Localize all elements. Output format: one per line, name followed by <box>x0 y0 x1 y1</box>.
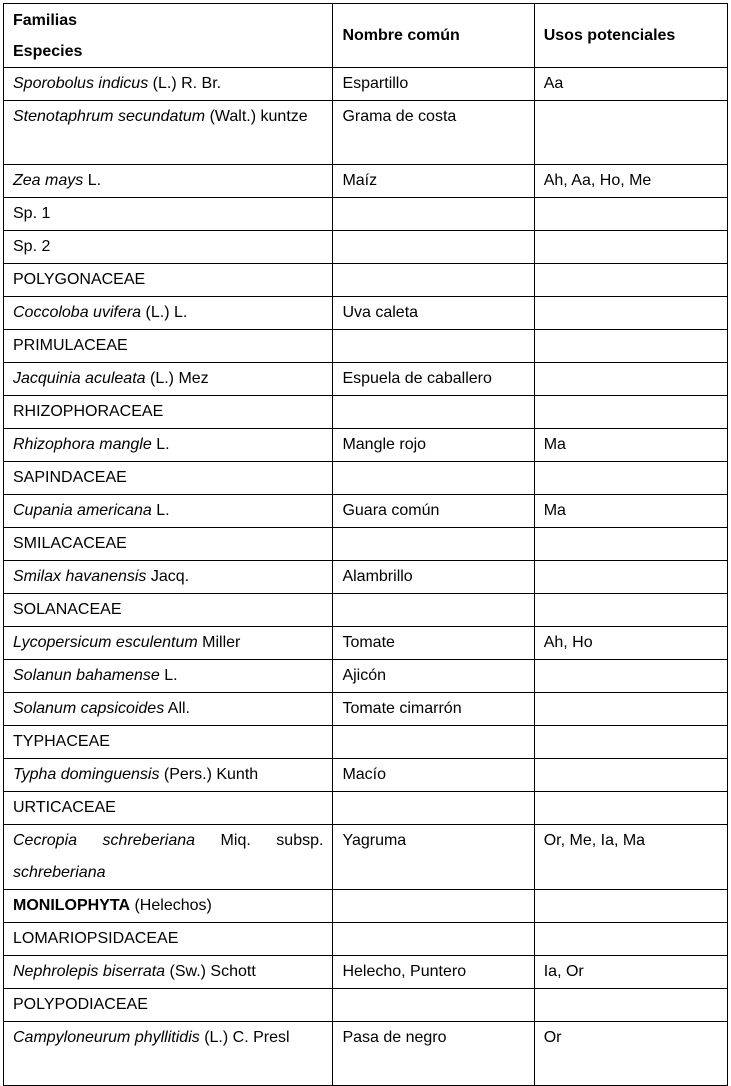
common-name-cell: Uva caleta <box>333 297 534 330</box>
table-row <box>4 989 728 1022</box>
uses-cell: Ma <box>534 429 727 462</box>
table-row <box>4 1022 728 1086</box>
species-name: Cecropia schreberiana <box>13 832 196 849</box>
species-cell <box>4 890 333 923</box>
species-name: Sporobolus indicus <box>13 75 149 92</box>
species-author: (Walt.) kuntze <box>205 108 308 125</box>
table-row <box>4 429 728 462</box>
family-name: SMILACACEAE <box>13 535 127 552</box>
family-name: RHIZOPHORACEAE <box>13 403 164 420</box>
uses-cell <box>534 693 727 726</box>
species-cell <box>4 462 333 495</box>
species-name: Zea mays <box>13 172 84 189</box>
species-cell <box>4 956 333 989</box>
table-row <box>4 956 728 989</box>
uses-cell <box>534 726 727 759</box>
uses-cell <box>534 363 727 396</box>
table-row <box>4 890 728 923</box>
table-row <box>4 396 728 429</box>
table-row <box>4 792 728 825</box>
uses-cell <box>534 396 727 429</box>
species-author: L. <box>159 667 178 684</box>
common-name-cell: Alambrillo <box>333 561 534 594</box>
uses-cell <box>534 594 727 627</box>
species-author: L. <box>151 436 170 453</box>
uses-cell <box>534 231 727 264</box>
common-name-cell <box>333 330 534 363</box>
species-cell <box>4 330 333 363</box>
species-cell <box>4 561 333 594</box>
species-author: (L.) C. Presl <box>199 1029 290 1046</box>
common-name-cell <box>333 462 534 495</box>
species-author: L. <box>83 172 102 189</box>
family-name: TYPHACEAE <box>13 733 110 750</box>
common-name-cell: Espartillo <box>333 68 534 101</box>
species-author: (Sw.) Schott <box>165 963 256 980</box>
family-name: LOMARIOPSIDACEAE <box>13 930 179 947</box>
common-name-cell: Mangle rojo <box>333 429 534 462</box>
species-name: Campyloneurum phyllitidis <box>13 1029 200 1046</box>
family-name: SAPINDACEAE <box>13 469 127 486</box>
common-name-cell <box>333 231 534 264</box>
species-subspecies: schreberiana <box>13 864 106 881</box>
species-name: Solanum capsicoides <box>13 700 165 717</box>
uses-cell <box>534 101 727 165</box>
species-author: Jacq. <box>146 568 190 585</box>
common-name-cell: Yagruma <box>333 825 534 890</box>
species-name: Nephrolepis biserrata <box>13 963 166 980</box>
species-author: (Pers.) Kunth <box>159 766 259 783</box>
common-name-cell: Pasa de negro <box>333 1022 534 1086</box>
species-cell <box>4 68 333 101</box>
uses-cell <box>534 330 727 363</box>
common-name-cell <box>333 989 534 1022</box>
table-row <box>4 462 728 495</box>
table-row <box>4 297 728 330</box>
common-name-cell <box>333 923 534 956</box>
uses-cell: Ia, Or <box>534 956 727 989</box>
uses-cell <box>534 528 727 561</box>
common-name-cell <box>333 792 534 825</box>
table-row <box>4 363 728 396</box>
table-row <box>4 264 728 297</box>
species-cell <box>4 264 333 297</box>
uses-cell <box>534 890 727 923</box>
header-familias: Familias <box>13 11 78 29</box>
common-name-cell: Tomate cimarrón <box>333 693 534 726</box>
species-table <box>3 3 728 1086</box>
species-author: Miller <box>197 634 241 651</box>
species-cell <box>4 660 333 693</box>
species-cell <box>4 101 333 165</box>
family-name: URTICACEAE <box>13 799 116 816</box>
table-row <box>4 495 728 528</box>
species-cell <box>4 297 333 330</box>
uses-cell: Or <box>534 1022 727 1086</box>
header-nombre-comun: Nombre común <box>333 4 534 68</box>
table-row <box>4 923 728 956</box>
common-name-cell: Macío <box>333 759 534 792</box>
species-cell <box>4 726 333 759</box>
species-cell <box>4 825 333 890</box>
table-row <box>4 101 728 165</box>
table-row <box>4 726 728 759</box>
common-name-cell: Grama de costa <box>333 101 534 165</box>
uses-cell: Or, Me, Ia, Ma <box>534 825 727 890</box>
species-author: (L.) R. Br. <box>148 75 222 92</box>
common-name-cell: Guara común <box>333 495 534 528</box>
species-name: Stenotaphrum secundatum <box>13 108 206 125</box>
species-cell <box>4 792 333 825</box>
uses-cell <box>534 561 727 594</box>
header-usos-potenciales: Usos potenciales <box>534 4 727 68</box>
uses-cell <box>534 198 727 231</box>
uses-cell <box>534 792 727 825</box>
species-author: (L.) Mez <box>145 370 209 387</box>
species-cell <box>4 231 333 264</box>
table-row <box>4 561 728 594</box>
uses-cell <box>534 297 727 330</box>
species-author: Miq. subsp. <box>195 832 324 849</box>
common-name-cell <box>333 396 534 429</box>
common-name-cell: Espuela de caballero <box>333 363 534 396</box>
table-row <box>4 165 728 198</box>
uses-cell <box>534 923 727 956</box>
table-row <box>4 231 728 264</box>
species-cell <box>4 627 333 660</box>
species-cell <box>4 198 333 231</box>
common-name-cell: Tomate <box>333 627 534 660</box>
uses-cell <box>534 660 727 693</box>
species-author: (Helechos) <box>130 897 212 914</box>
common-name-cell: Ajicón <box>333 660 534 693</box>
species-cell <box>4 363 333 396</box>
species-name: Lycopersicum esculentum <box>13 634 198 651</box>
species-cell <box>4 693 333 726</box>
uses-cell: Ah, Ho <box>534 627 727 660</box>
species-cell <box>4 759 333 792</box>
species-name: Smilax havanensis <box>13 568 147 585</box>
species-name: Cupania americana <box>13 502 152 519</box>
species-name: Sp. 2 <box>13 238 51 255</box>
common-name-cell <box>333 528 534 561</box>
species-cell <box>4 396 333 429</box>
species-name: Solanun bahamense <box>13 667 160 684</box>
family-name: POLYGONACEAE <box>13 271 146 288</box>
species-name: Rhizophora mangle <box>13 436 152 453</box>
table-row <box>4 759 728 792</box>
common-name-cell <box>333 594 534 627</box>
family-name: SOLANACEAE <box>13 601 122 618</box>
table-row <box>4 528 728 561</box>
species-cell <box>4 594 333 627</box>
uses-cell <box>534 989 727 1022</box>
common-name-cell: Helecho, Puntero <box>333 956 534 989</box>
species-cell <box>4 989 333 1022</box>
common-name-cell <box>333 890 534 923</box>
species-author: (L.) L. <box>141 304 188 321</box>
header-familias-especies <box>4 4 333 68</box>
common-name-cell <box>333 198 534 231</box>
table-row <box>4 330 728 363</box>
family-name: PRIMULACEAE <box>13 337 128 354</box>
species-cell <box>4 429 333 462</box>
common-name-cell <box>333 726 534 759</box>
table-header-row <box>4 4 728 68</box>
common-name-cell <box>333 264 534 297</box>
uses-cell <box>534 264 727 297</box>
species-cell <box>4 528 333 561</box>
table-row <box>4 198 728 231</box>
species-name: Jacquinia aculeata <box>13 370 146 387</box>
species-cell <box>4 923 333 956</box>
table-row <box>4 825 728 890</box>
family-name: POLYPODIACEAE <box>13 996 148 1013</box>
header-especies: Especies <box>13 42 83 60</box>
uses-cell: Ah, Aa, Ho, Me <box>534 165 727 198</box>
table-row <box>4 660 728 693</box>
table-row <box>4 68 728 101</box>
table-row <box>4 627 728 660</box>
uses-cell <box>534 462 727 495</box>
species-author: L. <box>151 502 170 519</box>
table-row <box>4 693 728 726</box>
species-name: Coccoloba uvifera <box>13 304 142 321</box>
table-row <box>4 594 728 627</box>
division-name: MONILOPHYTA <box>13 897 131 914</box>
uses-cell <box>534 759 727 792</box>
common-name-cell: Maíz <box>333 165 534 198</box>
species-cell <box>4 1022 333 1086</box>
species-name: Typha dominguensis <box>13 766 160 783</box>
uses-cell: Aa <box>534 68 727 101</box>
species-cell <box>4 165 333 198</box>
uses-cell: Ma <box>534 495 727 528</box>
species-name: Sp. 1 <box>13 205 51 222</box>
species-cell <box>4 495 333 528</box>
species-author: All. <box>164 700 190 717</box>
